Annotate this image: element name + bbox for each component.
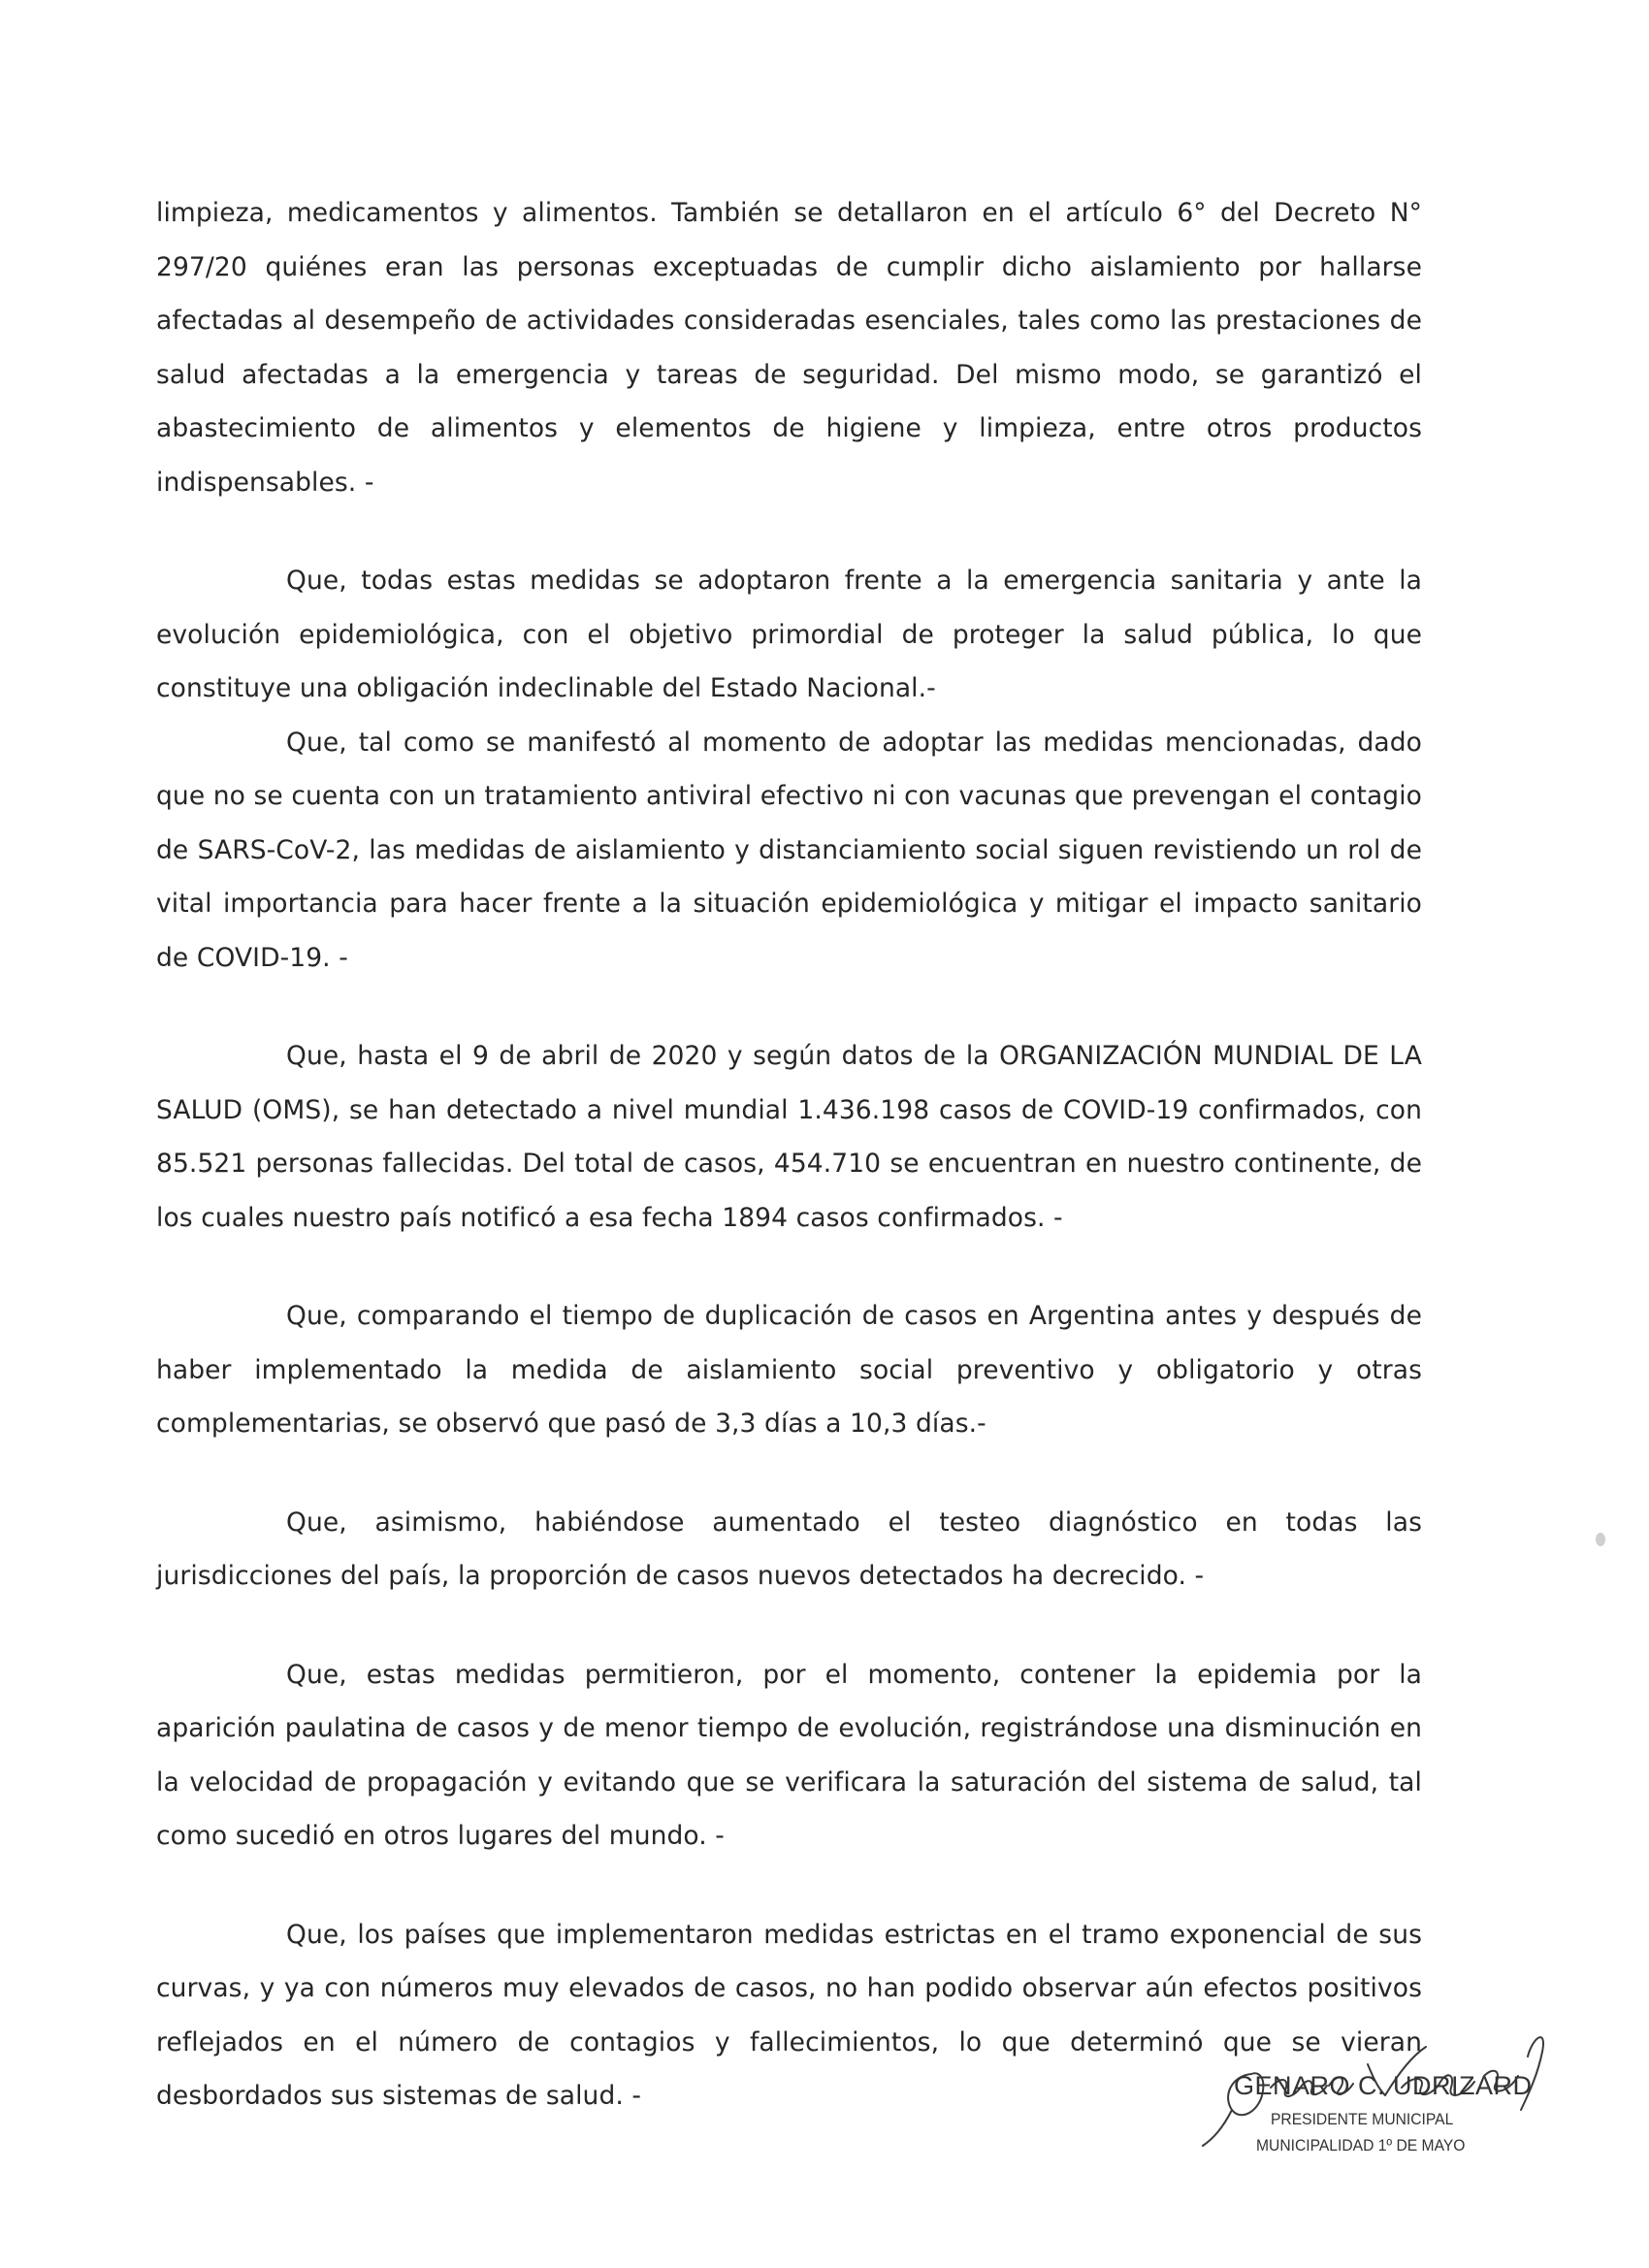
- paragraph-testeo-diagnostico: Que, asimismo, habiéndose aumentado el testeo diagnóstico en todas las jurisdicciones del país, la proporción de casos nuevos detectados ha decrecido. -: [156, 1507, 1422, 1591]
- signature-title: PRESIDENTE MUNICIPAL: [1271, 2110, 1454, 2128]
- signature-name: GENARO C. UDRIZARD: [1234, 2071, 1533, 2100]
- signature-organization: MUNICIPALIDAD 1º DE MAYO: [1256, 2136, 1466, 2155]
- paragraph-contener-epidemia: Que, estas medidas permitieron, por el momento, contener la epidemia por la aparición paulatina de casos y de menor tiempo de evolución, registrándose una disminución en la velocidad de propagación y evitando que se verificara la saturación del sistema de salud, tal como sucedió en otros lugares del mundo. -: [156, 1659, 1422, 1851]
- document-body: [156, 186, 1422, 2123]
- signature-block: [1193, 2018, 1581, 2163]
- paragraph-medidas-emergencia: Que, todas estas medidas se adoptaron frente a la emergencia sanitaria y ante la evolución epidemiológica, con el objetivo primordial de proteger la salud pública, lo que constituye una obligación indeclinable del Estado Nacional.-: [156, 566, 1422, 703]
- paragraph-paises-medidas: Que, los países que implementaron medidas estrictas en el tramo exponencial de sus curvas, y ya con números muy elevados de casos, no han podido observar aún efectos positivos reflejados en el número de contagios y fallecimientos, lo que determinó que se vieran desbordados sus sistemas de salud. -: [156, 1919, 1422, 2111]
- paragraph-tiempo-duplicacion: Que, comparando el tiempo de duplicación de casos en Argentina antes y después de haber implementado la medida de aislamiento social preventivo y obligatorio y otras complementarias, se observó que pasó de 3,3 días a 10,3 días.-: [156, 1301, 1422, 1439]
- scan-speck: [1596, 1533, 1605, 1546]
- paragraph-datos-oms: Que, hasta el 9 de abril de 2020 y según datos de la ORGANIZACIÓN MUNDIAL DE LA SALUD (OMS), se han detectado a nivel mundial 1.436.198 casos de COVID-19 confirmados, con 85.521 personas fallecidas. Del total de casos, 454.710 se encuentran en nuestro continente, de los cuales nuestro país notificó a esa fecha 1894 casos confirmados. -: [156, 1041, 1422, 1233]
- paragraph-continuation: limpieza, medicamentos y alimentos. También se detallaron en el artículo 6° del Decreto N° 297/20 quiénes eran las personas exceptuadas de cumplir dicho aislamiento por hallarse afectadas al desempeño de actividades consideradas esenciales, tales como las prestaciones de salud afectadas a la emergencia y tareas de seguridad. Del mismo modo, se garantizó el abastecimiento de alimentos y elementos de higiene y limpieza, entre otros productos indispensables. -: [156, 198, 1422, 498]
- paragraph-tratamiento-antiviral: Que, tal como se manifestó al momento de adoptar las medidas mencionadas, dado que no se cuenta con un tratamiento antiviral efectivo ni con vacunas que prevengan el contagio de SARS-CoV-2, las medidas de aislamiento y distanciamiento social siguen revistiendo un rol de vital importancia para hacer frente a la situación epidemiológica y mitigar el impacto sanitario de COVID-19. -: [156, 727, 1422, 973]
